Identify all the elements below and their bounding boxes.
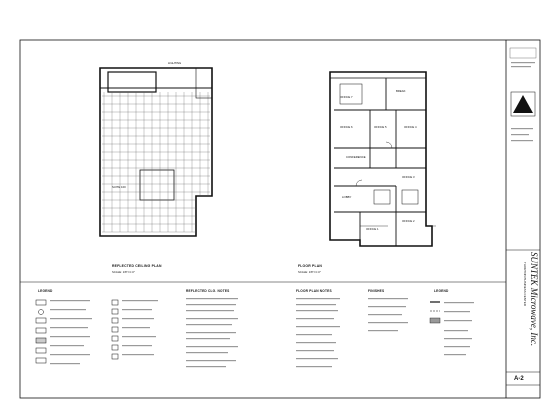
floor-plan-title: FLOOR PLAN <box>298 264 323 268</box>
sheet-number: A-2 <box>514 376 524 382</box>
project-name: THORTON BUSINESS CENTER <box>523 262 527 306</box>
room-label: BREAK <box>396 89 406 93</box>
room-label: OFFICE 2 <box>402 219 415 223</box>
ceiling-label-lighting: LIGHTING <box>168 61 182 65</box>
reflected-ceiling-notes-header: REFLECTED CLG. NOTES <box>186 289 230 293</box>
legend-header-right: LEGEND <box>434 289 449 293</box>
ceiling-plan-scale: SCALE: 1/8"=1'-0" <box>112 270 135 274</box>
room-label: CONFERENCE <box>346 155 366 159</box>
room-label: OFFICE 5 <box>374 125 387 129</box>
floor-plan-notes-header: FLOOR PLAN NOTES <box>296 289 332 293</box>
room-label: OFFICE 7 <box>340 95 353 99</box>
room-label: OFFICE 4 <box>404 125 417 129</box>
floor-plan-scale: SCALE: 1/8"=1'-0" <box>298 270 321 274</box>
ceiling-label-suite: SUITE 100 <box>112 185 126 189</box>
firm-name: SUNTEK Microwave, Inc. <box>529 252 539 347</box>
ceiling-plan-title: REFLECTED CEILING PLAN <box>112 264 162 268</box>
legend-header: LEGEND <box>38 289 53 293</box>
room-label: OFFICE 1 <box>366 227 379 231</box>
finishes-header: FINISHES <box>368 289 385 293</box>
room-label: OFFICE 6 <box>340 125 353 129</box>
room-label: OFFICE 3 <box>402 175 415 179</box>
room-label: LOBBY <box>342 195 352 199</box>
sheet-border <box>20 40 540 398</box>
